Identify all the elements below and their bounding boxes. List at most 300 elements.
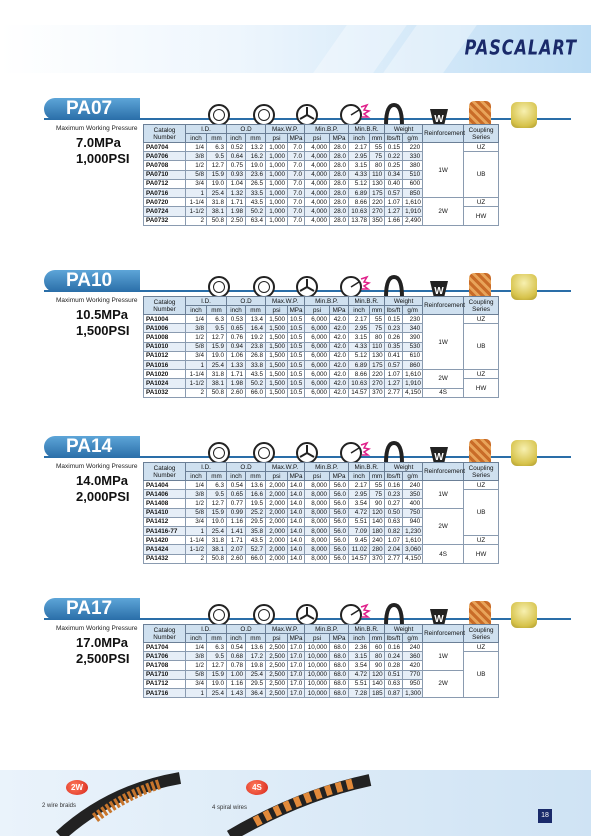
catalog-number: PA1006: [144, 324, 186, 333]
pressure-psi: 2,500PSI: [76, 651, 130, 666]
spec-value: 28.0: [330, 179, 349, 188]
col-reinforcement: Reinforcement: [423, 125, 464, 143]
spec-value: 25.2: [246, 508, 266, 517]
spec-value: 12.7: [207, 499, 227, 508]
spec-value: 2,000: [266, 554, 288, 563]
spec-value: 1,000: [266, 198, 288, 207]
col-br: Min.B.R.: [349, 125, 385, 134]
spec-value: 0.16: [385, 643, 403, 652]
spec-value: 370: [370, 554, 385, 563]
spec-value: 8,000: [305, 490, 330, 499]
unit-header: psi: [305, 472, 330, 481]
spec-value: 33.8: [246, 360, 266, 369]
spec-value: 8,000: [305, 545, 330, 554]
col-br: Min.B.R.: [349, 463, 385, 472]
spec-value: 7.0: [288, 170, 305, 179]
catalog-number: PA1424: [144, 545, 186, 554]
catalog-number: PA1416-77: [144, 526, 186, 535]
unit-header: g/m: [403, 306, 423, 315]
unit-header: mm: [246, 306, 266, 315]
spec-value: 4,000: [305, 198, 330, 207]
coupling-icon: [510, 439, 538, 467]
table-row: [144, 388, 499, 397]
spec-value: 38.1: [207, 207, 227, 216]
svg-text:W: W: [434, 614, 444, 625]
catalog-number: PA0708: [144, 161, 186, 170]
spec-value: 2,000: [266, 536, 288, 545]
spec-value: 25.4: [207, 526, 227, 535]
pressure-mpa: 7.0MPa: [76, 135, 121, 150]
spec-value: 1/2: [186, 661, 207, 670]
spec-value: 80: [370, 161, 385, 170]
spec-value: 1.33: [227, 360, 246, 369]
spec-value: 14.0: [288, 554, 305, 563]
catalog-number: PA1704: [144, 643, 186, 652]
spec-value: 1.07: [385, 370, 403, 379]
spec-value: 42.0: [330, 315, 349, 324]
unit-header: mm: [246, 134, 266, 143]
spec-value: 2,500: [266, 679, 288, 688]
spec-value: 5/8: [186, 508, 207, 517]
spec-value: 3/4: [186, 517, 207, 526]
spec-value: 130: [370, 179, 385, 188]
spec-value: 2,000: [266, 526, 288, 535]
unit-header: mm: [370, 134, 385, 143]
spec-value: 1/4: [186, 481, 207, 490]
spec-value: 17.0: [288, 643, 305, 652]
spec-value: 1.98: [227, 379, 246, 388]
spec-value: 1.04: [227, 179, 246, 188]
spec-value: 19.0: [207, 179, 227, 188]
spec-value: 50.2: [246, 207, 266, 216]
spec-value: 19.0: [207, 351, 227, 360]
spec-value: 0.16: [385, 481, 403, 490]
spec-value: 8.66: [349, 370, 370, 379]
spec-value: 0.93: [227, 170, 246, 179]
spec-value: 28.0: [330, 143, 349, 152]
spec-value: 10,000: [305, 688, 330, 697]
spec-value: 1.07: [385, 198, 403, 207]
col-catalog: Catalog Number: [144, 463, 186, 481]
catalog-number: PA1404: [144, 481, 186, 490]
spec-value: 2.17: [349, 143, 370, 152]
catalog-number: PA1410: [144, 508, 186, 517]
spec-value: 28.0: [330, 188, 349, 197]
spec-table: [143, 124, 499, 226]
spec-value: 68.0: [330, 670, 349, 679]
coupling-cell: UZ: [464, 481, 499, 490]
spec-value: 6,000: [305, 342, 330, 351]
spec-value: 600: [403, 179, 423, 188]
spec-value: 2,500: [266, 670, 288, 679]
spec-value: 0.41: [385, 351, 403, 360]
spec-value: 52.7: [246, 545, 266, 554]
spec-value: 14.0: [288, 499, 305, 508]
spec-value: 0.99: [227, 508, 246, 517]
spec-value: 10,000: [305, 670, 330, 679]
col-reinforcement: Reinforcement: [423, 297, 464, 315]
spec-value: 56.0: [330, 508, 349, 517]
spec-value: 17.0: [288, 688, 305, 697]
table-row: [144, 545, 499, 554]
spec-value: 7.0: [288, 152, 305, 161]
spec-value: 140: [370, 679, 385, 688]
spec-value: 3/4: [186, 679, 207, 688]
catalog-number: PA0712: [144, 179, 186, 188]
spec-value: 16.2: [246, 152, 266, 161]
table-row: [144, 198, 499, 207]
spec-value: 23.6: [246, 170, 266, 179]
spec-value: 25.4: [207, 360, 227, 369]
spec-value: 220: [370, 198, 385, 207]
spec-value: 1/4: [186, 143, 207, 152]
spec-value: 2.04: [385, 545, 403, 554]
spec-value: 68.0: [330, 679, 349, 688]
spec-value: 0.77: [227, 499, 246, 508]
spec-value: 31.8: [207, 536, 227, 545]
spec-value: 5/8: [186, 342, 207, 351]
spec-value: 1-1/2: [186, 545, 207, 554]
spec-value: 3,060: [403, 545, 423, 554]
spec-value: 10.5: [288, 370, 305, 379]
spec-value: 35.8: [246, 526, 266, 535]
spec-value: 2.17: [349, 481, 370, 490]
2w-badge: 2W: [66, 780, 88, 795]
catalog-number: PA1712: [144, 679, 186, 688]
spec-value: 10.5: [288, 388, 305, 397]
col-br: Min.B.R.: [349, 297, 385, 306]
col-wp: Max.W.P.: [266, 297, 305, 306]
pressure-psi: 1,000PSI: [76, 151, 130, 166]
col-bp: Min.B.P.: [305, 125, 349, 134]
spec-value: 7.0: [288, 198, 305, 207]
spec-value: 0.27: [385, 499, 403, 508]
table-row: [144, 315, 499, 324]
spec-value: 0.54: [227, 643, 246, 652]
spec-value: 16.6: [246, 490, 266, 499]
col-reinforcement: Reinforcement: [423, 625, 464, 643]
spec-value: 0.51: [385, 670, 403, 679]
unit-header: mm: [370, 306, 385, 315]
coupling-icon: [510, 601, 538, 629]
reinforcement-cell: 1W: [423, 315, 464, 370]
spec-value: 50.8: [207, 388, 227, 397]
spec-value: 19.0: [246, 161, 266, 170]
spec-value: 4,150: [403, 554, 423, 563]
spec-value: 1,000: [266, 152, 288, 161]
spec-value: 0.82: [385, 526, 403, 535]
spec-value: 220: [403, 143, 423, 152]
spec-value: 220: [370, 370, 385, 379]
spec-value: 2: [186, 216, 207, 225]
unit-header: inch: [227, 306, 246, 315]
spec-value: 28.0: [330, 216, 349, 225]
spec-value: 1,500: [266, 324, 288, 333]
spec-value: 9.5: [207, 652, 227, 661]
catalog-number: PA0720: [144, 198, 186, 207]
spec-value: 13.6: [246, 643, 266, 652]
spec-value: 0.15: [385, 315, 403, 324]
spec-value: 0.23: [385, 490, 403, 499]
spec-value: 6,000: [305, 388, 330, 397]
spec-value: 0.75: [227, 161, 246, 170]
catalog-number: PA1008: [144, 333, 186, 342]
spec-value: 14.0: [288, 490, 305, 499]
spec-value: 56.0: [330, 490, 349, 499]
spec-value: 50.8: [207, 554, 227, 563]
spec-value: 1,610: [403, 198, 423, 207]
spec-value: 1,500: [266, 360, 288, 369]
spec-value: 90: [370, 499, 385, 508]
spec-value: 9.45: [349, 536, 370, 545]
spec-value: 0.94: [227, 342, 246, 351]
spec-value: 31.8: [207, 370, 227, 379]
spec-value: 7.0: [288, 179, 305, 188]
unit-header: mm: [207, 634, 227, 643]
spec-value: 6,000: [305, 333, 330, 342]
spec-value: 0.22: [385, 152, 403, 161]
spec-value: 1,500: [266, 333, 288, 342]
unit-header: mm: [246, 472, 266, 481]
max-working-pressure-label: Maximum Working Pressure: [56, 297, 138, 304]
col-catalog: Catalog Number: [144, 297, 186, 315]
pressure-psi: 2,000PSI: [76, 489, 130, 504]
spec-value: 2.60: [227, 554, 246, 563]
spec-value: 2,000: [266, 499, 288, 508]
col-wp: Max.W.P.: [266, 625, 305, 634]
spec-value: 42.0: [330, 324, 349, 333]
spec-value: 4,000: [305, 179, 330, 188]
unit-header: lbs/ft: [385, 472, 403, 481]
max-working-pressure-label: Maximum Working Pressure: [56, 625, 138, 632]
spec-value: 2,000: [266, 545, 288, 554]
spec-value: 230: [403, 315, 423, 324]
catalog-number: PA1710: [144, 670, 186, 679]
unit-header: psi: [266, 472, 288, 481]
spec-value: 7.0: [288, 216, 305, 225]
spec-value: 5.12: [349, 179, 370, 188]
spec-value: 6.3: [207, 481, 227, 490]
spec-value: 1.66: [385, 216, 403, 225]
coupling-icon: [510, 273, 538, 301]
spec-value: 6,000: [305, 379, 330, 388]
spec-value: 110: [370, 170, 385, 179]
spec-value: 1-1/2: [186, 207, 207, 216]
spec-value: 25.4: [207, 188, 227, 197]
coupling-cell: UZ: [464, 143, 499, 152]
unit-header: inch: [186, 306, 207, 315]
spec-value: 330: [403, 152, 423, 161]
unit-header: psi: [305, 634, 330, 643]
spec-value: 1.41: [227, 526, 246, 535]
spec-value: 1,000: [266, 161, 288, 170]
spec-value: 3/4: [186, 179, 207, 188]
spec-value: 1: [186, 360, 207, 369]
spec-value: 1.16: [227, 517, 246, 526]
unit-header: psi: [305, 306, 330, 315]
4s-caption: 4 spiral wires: [212, 805, 248, 811]
spec-value: 400: [403, 499, 423, 508]
catalog-number: PA1412: [144, 517, 186, 526]
spec-value: 1.27: [385, 379, 403, 388]
spec-value: 175: [370, 360, 385, 369]
unit-header: mm: [246, 634, 266, 643]
catalog-number: PA1032: [144, 388, 186, 397]
spec-value: 4,000: [305, 161, 330, 170]
spec-value: 1,000: [266, 179, 288, 188]
spec-value: 0.26: [385, 333, 403, 342]
spec-value: 1/4: [186, 315, 207, 324]
unit-header: inch: [349, 634, 370, 643]
spec-value: 2.60: [227, 388, 246, 397]
svg-text:W: W: [434, 286, 444, 297]
spec-value: 1-1/2: [186, 379, 207, 388]
unit-header: inch: [186, 134, 207, 143]
spec-value: 11.02: [349, 545, 370, 554]
spec-value: 1.06: [227, 351, 246, 360]
spec-value: 1,610: [403, 370, 423, 379]
unit-header: MPa: [288, 306, 305, 315]
spec-value: 1: [186, 688, 207, 697]
reinforcement-cell: 1W: [423, 643, 464, 671]
coupling-cell: UZ: [464, 370, 499, 379]
spec-value: 4,000: [305, 188, 330, 197]
spec-value: 5/8: [186, 670, 207, 679]
spec-value: 16.4: [246, 324, 266, 333]
spec-value: 10.5: [288, 379, 305, 388]
series-title: PA07: [44, 98, 140, 120]
spec-value: 19.0: [207, 679, 227, 688]
spec-value: 28.0: [330, 170, 349, 179]
spec-value: 42.0: [330, 333, 349, 342]
unit-header: inch: [227, 634, 246, 643]
spec-value: 8,000: [305, 499, 330, 508]
spec-value: 1.71: [227, 370, 246, 379]
spec-value: 43.5: [246, 198, 266, 207]
spec-value: 0.65: [227, 324, 246, 333]
unit-header: mm: [207, 134, 227, 143]
spec-value: 240: [403, 481, 423, 490]
coupling-cell: HW: [464, 207, 499, 225]
spec-value: 29.5: [246, 517, 266, 526]
spec-value: 1,230: [403, 526, 423, 535]
coupling-cell: HW: [464, 379, 499, 397]
spec-value: 68.0: [330, 661, 349, 670]
spec-value: 850: [403, 188, 423, 197]
spec-value: 1.07: [385, 536, 403, 545]
unit-header: psi: [266, 306, 288, 315]
catalog-number: PA0724: [144, 207, 186, 216]
spec-value: 0.68: [227, 652, 246, 661]
spec-value: 42.0: [330, 351, 349, 360]
spec-value: 0.24: [385, 652, 403, 661]
col-br: Min.B.R.: [349, 625, 385, 634]
col-weight: Weight: [385, 125, 423, 134]
spec-value: 1,910: [403, 379, 423, 388]
spec-value: 1.98: [227, 207, 246, 216]
spec-value: 56.0: [330, 481, 349, 490]
spec-value: 19.0: [207, 517, 227, 526]
col-bp: Min.B.P.: [305, 463, 349, 472]
spec-value: 2,000: [266, 517, 288, 526]
col-weight: Weight: [385, 297, 423, 306]
spec-value: 4,000: [305, 152, 330, 161]
table-row: [144, 481, 499, 490]
catalog-number: PA1020: [144, 370, 186, 379]
unit-header: g/m: [403, 634, 423, 643]
spec-value: 56.0: [330, 536, 349, 545]
reinforcement-cell: 1W: [423, 143, 464, 198]
spec-value: 185: [370, 688, 385, 697]
spec-value: 1,500: [266, 388, 288, 397]
col-weight: Weight: [385, 625, 423, 634]
unit-header: psi: [305, 134, 330, 143]
spec-value: 2,500: [266, 661, 288, 670]
spec-value: 770: [403, 670, 423, 679]
spec-value: 23.8: [246, 342, 266, 351]
spec-value: 15.9: [207, 508, 227, 517]
table-row: [144, 643, 499, 652]
catalog-number: PA1004: [144, 315, 186, 324]
unit-header: MPa: [330, 306, 349, 315]
spec-value: 42.0: [330, 370, 349, 379]
col-id: I.D.: [186, 125, 227, 134]
spec-table: [143, 624, 499, 698]
spec-value: 33.5: [246, 188, 266, 197]
unit-header: MPa: [330, 472, 349, 481]
unit-header: g/m: [403, 472, 423, 481]
spec-value: 50.8: [207, 216, 227, 225]
catalog-number: PA1010: [144, 342, 186, 351]
spec-value: 0.35: [385, 342, 403, 351]
spec-value: 1,000: [266, 170, 288, 179]
spec-value: 6.3: [207, 143, 227, 152]
spec-value: 1-1/4: [186, 536, 207, 545]
spec-value: 370: [370, 388, 385, 397]
spec-value: 10,000: [305, 652, 330, 661]
col-od: O.D: [227, 625, 266, 634]
spec-value: 7.0: [288, 143, 305, 152]
spec-value: 510: [403, 170, 423, 179]
reinforcement-cell: 2W: [423, 508, 464, 545]
col-coupling: Coupling Series: [464, 625, 499, 643]
spec-value: 4,000: [305, 170, 330, 179]
spec-value: 1.27: [385, 207, 403, 216]
col-od: O.D: [227, 463, 266, 472]
spec-value: 8,000: [305, 517, 330, 526]
hose-illustration: [0, 770, 591, 836]
unit-header: inch: [349, 134, 370, 143]
coupling-cell: UZ: [464, 315, 499, 324]
spec-value: 240: [370, 536, 385, 545]
spec-value: 15.9: [207, 170, 227, 179]
spec-value: 10.5: [288, 342, 305, 351]
unit-header: mm: [370, 472, 385, 481]
spec-value: 6,000: [305, 360, 330, 369]
spec-value: 6,000: [305, 315, 330, 324]
spec-value: 1-1/4: [186, 370, 207, 379]
coupling-cell: UZ: [464, 643, 499, 652]
spec-value: 19.2: [246, 333, 266, 342]
spec-value: 3/8: [186, 152, 207, 161]
reinforcement-cell: 4S: [423, 545, 464, 563]
spec-value: 10.63: [349, 379, 370, 388]
spec-value: 6.3: [207, 315, 227, 324]
spec-value: 68.0: [330, 688, 349, 697]
spec-value: 8.66: [349, 198, 370, 207]
spec-value: 43.5: [246, 370, 266, 379]
spec-value: 1: [186, 188, 207, 197]
